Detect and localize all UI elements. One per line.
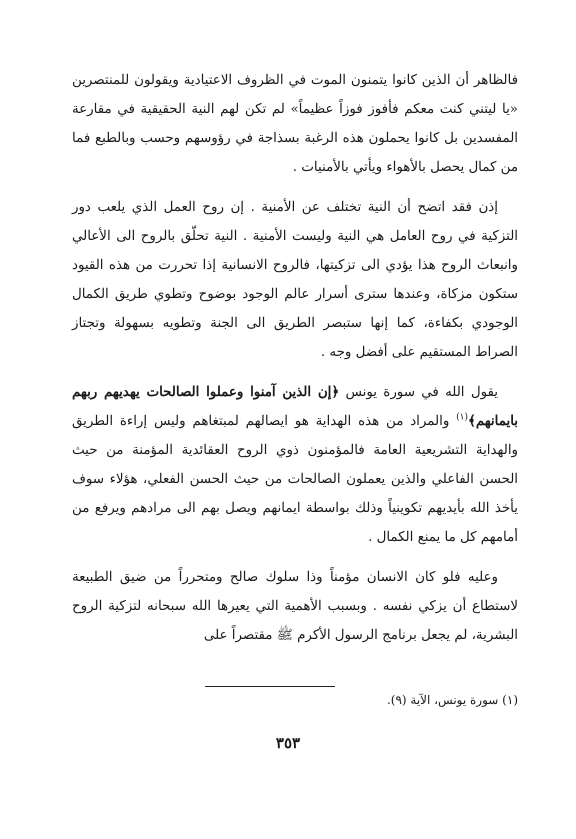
page-number: ٣٥٣ <box>275 734 301 752</box>
paragraph-1: فالظاهر أن الذين كانوا يتمنون الموت في الظروف الاعتيادية ويقولون للمنتصرين «يا ليتني كنت معكم فأفوز فوزاً عظيماً» لم تكن لهم النية الحقيقية في مقارعة المفسدين بل كانوا يحملون هذه الرغبة بسذاجة في رؤوسهم وحسب وبالطبع فما من كمال يحصل بالأهواء ويأتي بالأمنيات . <box>72 73 518 175</box>
footnote-reference: (١) <box>456 412 468 423</box>
verse-paragraph-rest: والمراد من هذه الهداية هو ايصالهم لمبتغاهم وليس إراءة الطريق والهداية التشريعية العامة فالمؤمنون ذوي الروح العقائدية المؤمنة من حيث الحسن الفاعلي والذين يعملون الصالحات من حيث الحسن الفعلي، هؤلاء سوف يأخذ الله بأيديهم تكوينياً وذلك بواسطة ايمانهم ويصل بهم الى مرادهم ويرفع من أمامهم كل ما يمنع الكمال . <box>72 414 518 545</box>
quran-verse: ﴿إن الذين آمنوا وعملوا الصالحات يهديهم ربهم بايمانهم﴾ <box>72 384 518 429</box>
paragraph-4: وعليه فلو كان الانسان مؤمناً وذا سلوك صالح ومتحرراً من ضيق الطبيعة لاستطاع أن يزكي نفسه . وبسبب الأهمية التي يعيرها الله سبحانه لتزكية الروح البشرية، لم يجعل برنامج الرسول الأكرم ﷺ مقتصراً على <box>72 570 518 643</box>
page-body <box>72 66 518 661</box>
footnote-divider <box>205 686 335 687</box>
footnote: (١) سورة يونس، الآية (٩). <box>386 693 518 707</box>
paragraph-2: إذن فقد اتضح أن النية تختلف عن الأمنية . إن روح العمل الذي يلعب دور التزكية في روح العامل هي النية وليست الأمنية . النية تحلّق بالروح الى الأعالي وانبعاث الروح هذا يؤدي الى تزكيتها، فالروح الانسانية إذا تحررت من هذه القيود ستكون مزكاة، وعندها سترى أسرار عالم الوجود بوضوح وتطوي طريق الكمال الوجودي بكفاءة، كما إنها ستبصر الطريق الى الجنة وتطويه بسهولة وتجتاز الصراط المستقيم على أفضل وجه . <box>72 200 518 360</box>
paragraph-3 <box>72 378 518 552</box>
verse-intro: يقول الله في سورة يونس <box>339 385 498 400</box>
